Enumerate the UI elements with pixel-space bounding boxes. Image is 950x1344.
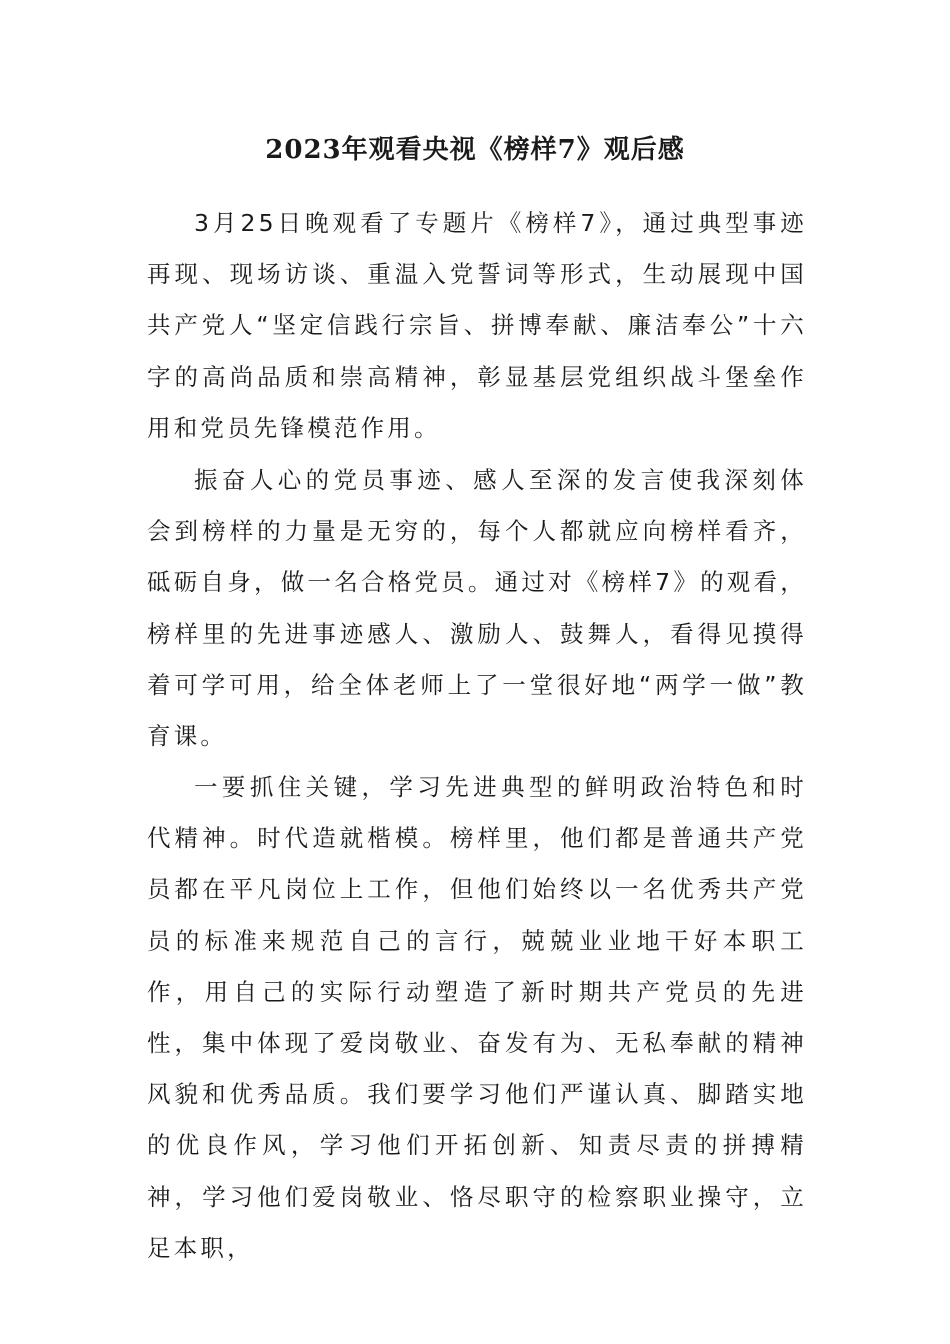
- paragraph-3: [147, 762, 807, 1274]
- paragraph-text: 一要抓住关键，学习先进典型的鲜明政治特色和时代精神。时代造就楷模。榜样里，他们都是普通共产党员都在平凡岗位上工作，但他们始终以一名优秀共产党员的标准来规范自己的言行，兢兢业业地干好本职工作，用自己的实际行动塑造了新时期共产党员的先进性，集中体现了爱岗敬业、奋发有为、无私奉献的精神风貌和优秀品质。我们要学习他们严谨认真、脚踏实地的优良作风，学习他们开拓创新、知责尽责的拼搏精神，学习他们爱岗敬业、恪尽职守的检察职业操守，立足本职，: [147, 773, 807, 1262]
- paragraph-text: 3月25日晚观看了专题片《榜样7》，通过典型事迹再现、现场访谈、重温入党誓词等形式，生动展现中国共产党人“坚定信践行宗旨、拼博奉献、廉洁奉公”十六字的高尚品质和崇高精神，彰显基层党组织战斗堡垒作用和党员先锋模范作用。: [147, 209, 807, 442]
- document-title: 2023年观看央视《榜样7》观后感: [265, 135, 685, 165]
- paragraph-text: 振奋人心的党员事迹、感人至深的发言使我深刻体会到榜样的力量是无穷的，每个人都就应向榜样看齐，砥砺自身，做一名合格党员。通过对《榜样7》的观看，榜样里的先进事迹感人、激励人、鼓舞人，看得见摸得着可学可用，给全体老师上了一堂很好地“两学一做”教育课。: [147, 466, 807, 751]
- paragraph-1: [147, 198, 807, 454]
- paragraph-2: [147, 455, 807, 762]
